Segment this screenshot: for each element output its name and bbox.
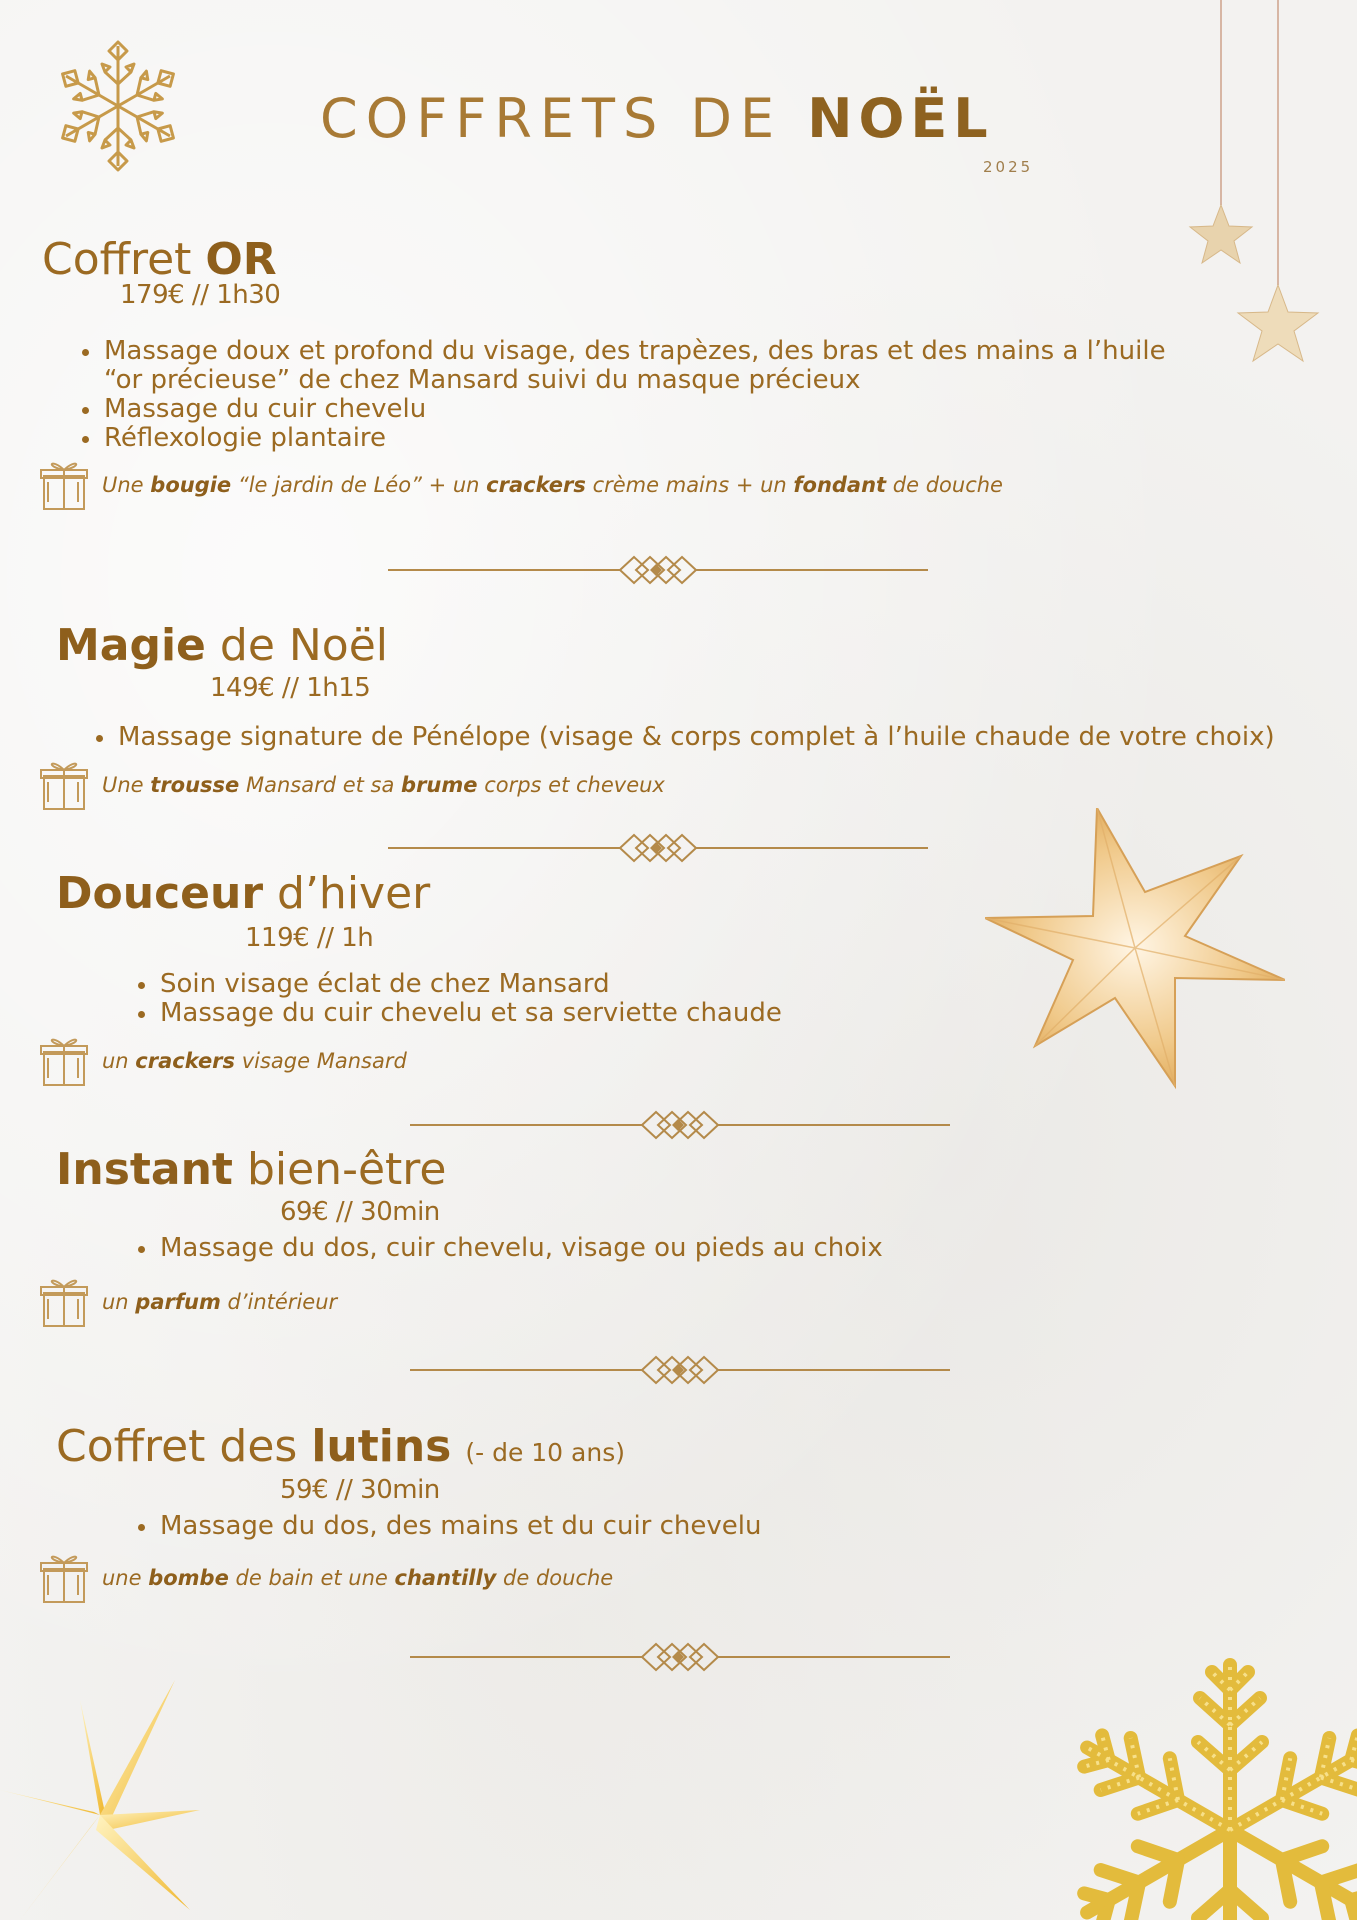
gift-description: Une trousse Mansard et sa brume corps et cheveux: [102, 773, 665, 797]
gift-icon: [38, 1551, 90, 1605]
section-items: [132, 970, 960, 1028]
title-bold: NOËL: [807, 87, 994, 150]
age-note: (- de 10 ans): [465, 1438, 625, 1467]
gift-line: [38, 758, 665, 812]
gift-line: [38, 1275, 337, 1329]
sparkle-icon: [0, 1680, 210, 1920]
gift-description: une bombe de bain et une chantilly de douche: [102, 1566, 614, 1590]
list-item: Réflexologie plantaire: [104, 424, 1174, 453]
section-price: 179€ // 1h30: [120, 280, 281, 310]
section-title-instant-bien-etre: Instant bien-être: [56, 1144, 447, 1195]
gift-icon: [38, 758, 90, 812]
section-price: 149€ // 1h15: [210, 673, 371, 703]
list-item: Massage doux et profond du visage, des trapèzes, des bras et des mains a l’huile “or précieuse” de chez Mansard suivi du masque précieux: [104, 337, 1174, 395]
star-icon: [1238, 285, 1318, 361]
divider-ornament-icon: [410, 1640, 950, 1674]
divider-ornament-icon: [388, 831, 928, 865]
gift-description: Une bougie “le jardin de Léo” + un crackers crème mains + un fondant de douche: [102, 473, 1003, 497]
section-price: 59€ // 30min: [280, 1475, 440, 1505]
gift-icon: [38, 1034, 90, 1088]
divider-ornament-icon: [388, 553, 928, 587]
section-price: 119€ // 1h: [245, 923, 374, 953]
gift-icon: [38, 458, 90, 512]
large-star-icon: [985, 808, 1285, 1098]
divider-ornament-icon: [410, 1108, 950, 1142]
list-item: Massage du cuir chevelu: [104, 395, 1174, 424]
snowflake-outline-icon: [52, 40, 184, 172]
section-title-douceur-d-hiver: Douceur d’hiver: [56, 868, 431, 919]
section-items: [90, 723, 1318, 752]
divider-ornament-icon: [410, 1353, 950, 1387]
section-price: 69€ // 30min: [280, 1197, 440, 1227]
gift-line: [38, 1034, 407, 1088]
section-items: [132, 1512, 1060, 1541]
glitter-snowflake-icon: [1030, 1640, 1357, 1920]
section-title-coffret-des-lutins: Coffret des lutins (- de 10 ans): [56, 1421, 625, 1472]
gift-description: un parfum d’intérieur: [102, 1290, 338, 1314]
page-title: [320, 87, 994, 150]
gift-line: [38, 1551, 613, 1605]
section-items: [76, 337, 1174, 453]
gift-line: [38, 458, 1003, 512]
list-item: Massage du dos, des mains et du cuir chevelu: [160, 1512, 1060, 1541]
list-item: Massage du dos, cuir chevelu, visage ou pieds au choix: [160, 1234, 1060, 1263]
section-title-coffret-or: Coffret OR: [42, 234, 277, 285]
year-label: 2025: [983, 158, 1034, 176]
star-icon: [1190, 205, 1252, 263]
list-item: Massage signature de Pénélope (visage & corps complet à l’huile chaude de votre choix): [118, 723, 1318, 752]
gift-description: un crackers visage Mansard: [102, 1049, 407, 1073]
gift-icon: [38, 1275, 90, 1329]
title-light: COFFRETS DE: [320, 87, 783, 150]
list-item: Soin visage éclat de chez Mansard: [160, 970, 960, 999]
section-title-magie-de-noel: Magie de Noël: [56, 620, 389, 671]
hanging-stars: [1180, 0, 1357, 380]
section-items: [132, 1234, 1060, 1263]
list-item: Massage du cuir chevelu et sa serviette chaude: [160, 999, 960, 1028]
